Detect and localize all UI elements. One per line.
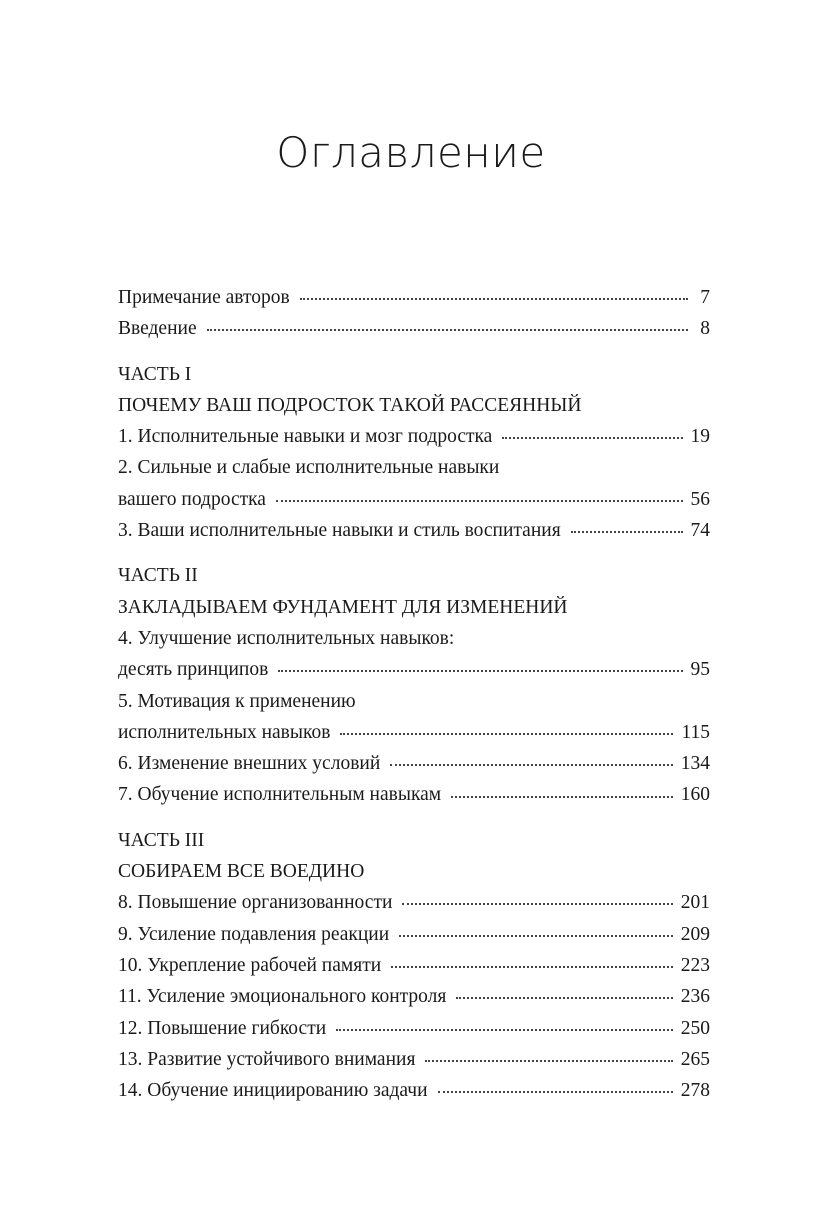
toc-page-number: 209 [680, 923, 710, 945]
toc-entry-label: исполнительных навыков [118, 721, 331, 743]
toc-entry-label: 3. Ваши исполнительные навыки и стиль воспитания [118, 520, 561, 542]
toc-page-number: 278 [680, 1080, 710, 1102]
toc-page-number: 56 [690, 488, 710, 510]
dot-leader [456, 987, 672, 1000]
toc-page-number: 236 [680, 986, 710, 1008]
toc-entry[interactable] [118, 1075, 710, 1106]
part-label: ЧАСТЬ II [118, 565, 198, 587]
section-gap [118, 345, 710, 359]
toc-page-number: 7 [700, 287, 710, 308]
part-title: ЗАКЛАДЫВАЕМ ФУНДАМЕНТ ДЛЯ ИЗМЕНЕНИЙ [118, 596, 568, 618]
section-gap [118, 811, 710, 825]
toc-entry[interactable] [118, 717, 710, 748]
toc-page-number: 134 [680, 753, 710, 775]
dot-leader [451, 785, 673, 798]
toc-entry-label: вашего подростка [118, 488, 266, 510]
toc-entry[interactable] [118, 421, 710, 452]
toc-page-number: 201 [680, 892, 710, 914]
section-gap [118, 546, 710, 560]
toc-entry-first-line: 4. Улучшение исполнительных навыков: [118, 627, 455, 649]
toc-entry[interactable] [118, 1013, 710, 1044]
dot-leader [278, 660, 682, 673]
toc-entry-label: 6. Изменение внешних условий [118, 753, 381, 775]
dot-leader [502, 427, 682, 440]
dot-leader [390, 754, 672, 767]
toc-entry[interactable] [118, 515, 710, 546]
dot-leader [571, 520, 683, 533]
toc-page-number: 265 [680, 1048, 710, 1070]
toc-entry-label: 10. Укрепление рабочей памяти [118, 954, 382, 976]
toc-page-number: 8 [700, 318, 710, 340]
toc-entry[interactable] [118, 981, 710, 1012]
toc-page-number: 19 [690, 426, 710, 448]
part-label: ЧАСТЬ III [118, 829, 205, 851]
toc-entry-label: Примечание авторов [118, 287, 290, 308]
toc-entry[interactable] [118, 1044, 710, 1075]
toc-entry[interactable] [118, 950, 710, 981]
toc-entry-first-line: 2. Сильные и слабые исполнительные навыки [118, 457, 500, 479]
toc-entry-label: 13. Развитие устойчивого внимания [118, 1048, 416, 1070]
part-label: ЧАСТЬ I [118, 363, 192, 385]
toc-entry-label: 1. Исполнительные навыки и мозг подростка [118, 426, 493, 448]
toc-entry[interactable] [118, 282, 710, 313]
dot-leader [399, 924, 673, 937]
table-of-contents [118, 282, 710, 1106]
toc-page-number: 250 [680, 1017, 710, 1039]
toc-entry-label: 12. Повышение гибкости [118, 1017, 327, 1039]
toc-entry[interactable] [118, 779, 710, 810]
toc-entry[interactable] [118, 313, 710, 344]
dot-leader [336, 1018, 673, 1031]
toc-entry-label: 11. Усиление эмоционального контроля [118, 986, 447, 1008]
toc-entry[interactable] [118, 919, 710, 950]
toc-entry-first-line: 5. Мотивация к применению [118, 690, 356, 712]
toc-entry-label: Введение [118, 318, 197, 340]
toc-page-number: 223 [680, 954, 710, 976]
toc-page-number: 160 [680, 784, 710, 806]
dot-leader [276, 489, 683, 502]
toc-entry[interactable] [118, 654, 710, 685]
toc-entry[interactable] [118, 484, 710, 515]
dot-leader [438, 1080, 673, 1093]
toc-entry-label: десять принципов [118, 659, 269, 681]
toc-entry-label: 7. Обучение исполнительным навыкам [118, 784, 442, 806]
toc-entry-label: 9. Усиление подавления реакции [118, 923, 390, 945]
page-title: Оглавление [276, 128, 546, 177]
dot-leader [425, 1049, 672, 1062]
toc-entry[interactable] [118, 887, 710, 918]
dot-leader [300, 287, 688, 300]
dot-leader [391, 955, 673, 968]
part-title: ПОЧЕМУ ВАШ ПОДРОСТОК ТАКОЙ РАССЕЯННЫЙ [118, 394, 582, 416]
toc-entry-label: 14. Обучение инициированию задачи [118, 1080, 428, 1102]
toc-page-number: 74 [690, 520, 710, 542]
toc-page-number: 95 [690, 659, 710, 681]
toc-entry[interactable] [118, 748, 710, 779]
part-title: СОБИРАЕМ ВСЕ ВОЕДИНО [118, 861, 365, 883]
toc-page-number: 115 [681, 721, 710, 743]
dot-leader [402, 893, 672, 906]
dot-leader [207, 319, 688, 332]
toc-entry-label: 8. Повышение организованности [118, 892, 393, 914]
dot-leader [340, 722, 673, 735]
